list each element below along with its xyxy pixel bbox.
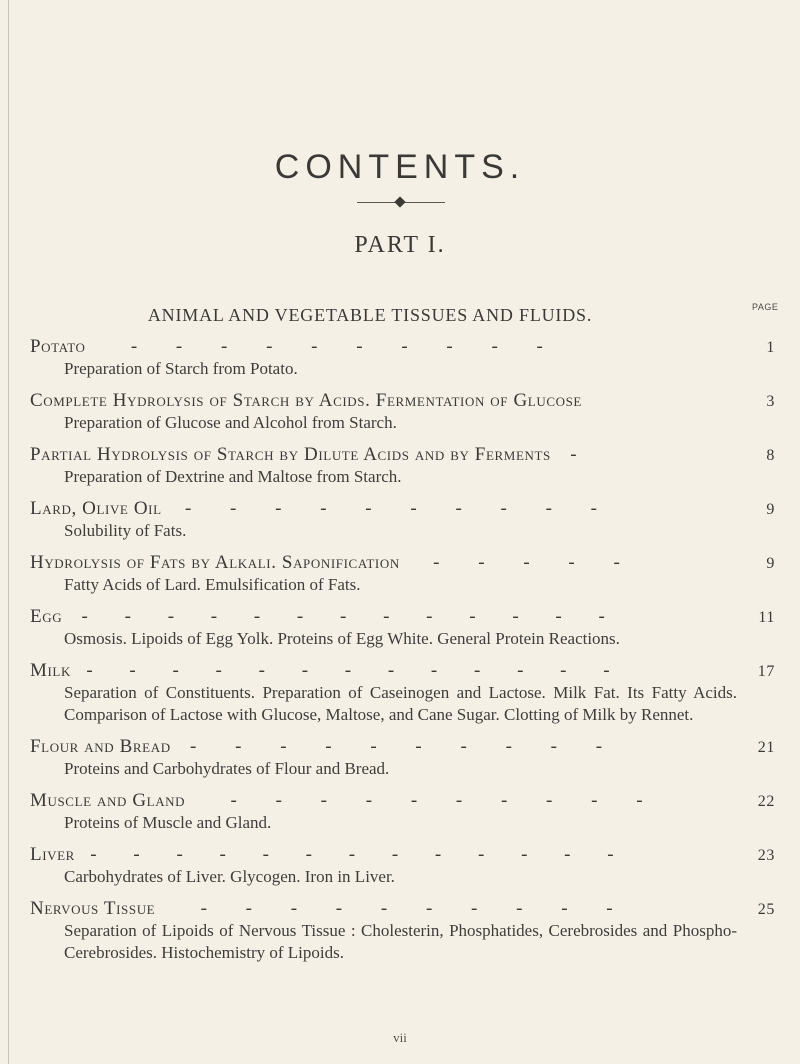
toc-entry: [30, 498, 775, 542]
entry-title: Muscle and Gland: [30, 790, 186, 811]
part-heading: PART I.: [354, 232, 446, 258]
entry-page: 23: [757, 847, 775, 864]
contents-list: [30, 336, 775, 964]
entry-title: Nervous Tissue: [30, 898, 156, 919]
entry-title: Egg: [30, 606, 63, 627]
entry-page: 8: [766, 447, 775, 464]
toc-entry: [30, 660, 775, 726]
page-number: vii: [393, 1030, 407, 1045]
entry-title: Flour and Bread: [30, 736, 171, 757]
entry-page: 25: [757, 901, 775, 918]
entry-leader: - - - - - - - - - -: [230, 790, 660, 811]
entry-description: Solubility of Fats.: [64, 521, 187, 540]
toc-entry: [30, 790, 775, 834]
entry-leader: - - - - - - - - - - - - -: [90, 844, 630, 865]
entry-description: Proteins of Muscle and Gland.: [64, 813, 272, 832]
entry-title: Liver: [30, 844, 75, 865]
entry-title: Potato: [30, 336, 86, 357]
entry-description: Separation of Constituents. Preparation of Caseinogen and Lactose. Milk Fat. Its Fatty Acids. Comparison of Lactose with Glucose, Maltose, and Cane Sugar. Clotting of Milk by Rennet.: [64, 683, 737, 724]
toc-entry: [30, 444, 775, 488]
entry-description: Preparation of Dextrine and Maltose from Starch.: [64, 467, 402, 486]
entry-page: 1: [766, 339, 775, 356]
entry-description: Separation of Lipoids of Nervous Tissue : Cholesterin, Phosphatides, Cerebrosides and Phospho-Cerebrosides. Histochemistry of Lipoids.: [64, 921, 737, 962]
entry-page: 21: [757, 739, 775, 756]
entry-leader: - - - - - - - - - -: [130, 336, 560, 357]
entry-title: Partial Hydrolysis of Starch by Dilute Acids and by Ferments: [30, 444, 551, 465]
entry-description: Carbohydrates of Liver. Glycogen. Iron in Liver.: [64, 867, 395, 886]
toc-entry: [30, 336, 775, 380]
entry-description: Fatty Acids of Lard. Emulsification of Fats.: [64, 575, 361, 594]
entry-title: Hydrolysis of Fats by Alkali. Saponification: [30, 552, 400, 573]
entry-leader: - - - - - - - - - - - - -: [81, 606, 621, 627]
toc-entry: [30, 390, 775, 434]
entry-leader: - - - - - - - - - - - - -: [86, 660, 626, 681]
toc-entry: [30, 844, 775, 888]
entry-page: 22: [757, 793, 775, 810]
entry-title: Lard, Olive Oil: [30, 498, 162, 519]
entry-page: 3: [766, 393, 775, 410]
toc-entry: [30, 736, 775, 780]
entry-leader: - - - - - - - - - -: [200, 898, 630, 919]
entry-leader: - - - - -: [433, 552, 637, 573]
toc-entry: [30, 606, 775, 650]
entry-leader: - - - - - - - - - -: [190, 736, 620, 757]
entry-leader: -: [570, 444, 578, 465]
entry-page: 11: [758, 609, 775, 626]
entry-description: Proteins and Carbohydrates of Flour and Bread.: [64, 759, 390, 778]
entry-title: Complete Hydrolysis of Starch by Acids. Fermentation of Glucose: [30, 390, 582, 411]
page-column-label: PAGE: [752, 302, 779, 312]
entry-leader: - - - - - - - - - -: [184, 498, 615, 519]
toc-entry: [30, 552, 775, 596]
section-heading: ANIMAL AND VEGETABLE TISSUES AND FLUIDS.: [147, 305, 593, 325]
entry-description: Osmosis. Lipoids of Egg Yolk. Proteins of Egg White. General Protein Reactions.: [64, 629, 620, 648]
entry-description: Preparation of Glucose and Alcohol from Starch.: [64, 413, 397, 432]
entry-page: 9: [766, 501, 775, 518]
divider-ornament: [357, 198, 447, 208]
contents-heading: CONTENTS.: [274, 148, 526, 186]
toc-entry: [30, 898, 775, 964]
entry-title: Milk: [30, 660, 71, 681]
entry-description: Preparation of Starch from Potato.: [64, 359, 298, 378]
entry-page: 17: [757, 663, 775, 680]
entry-page: 9: [766, 555, 775, 572]
